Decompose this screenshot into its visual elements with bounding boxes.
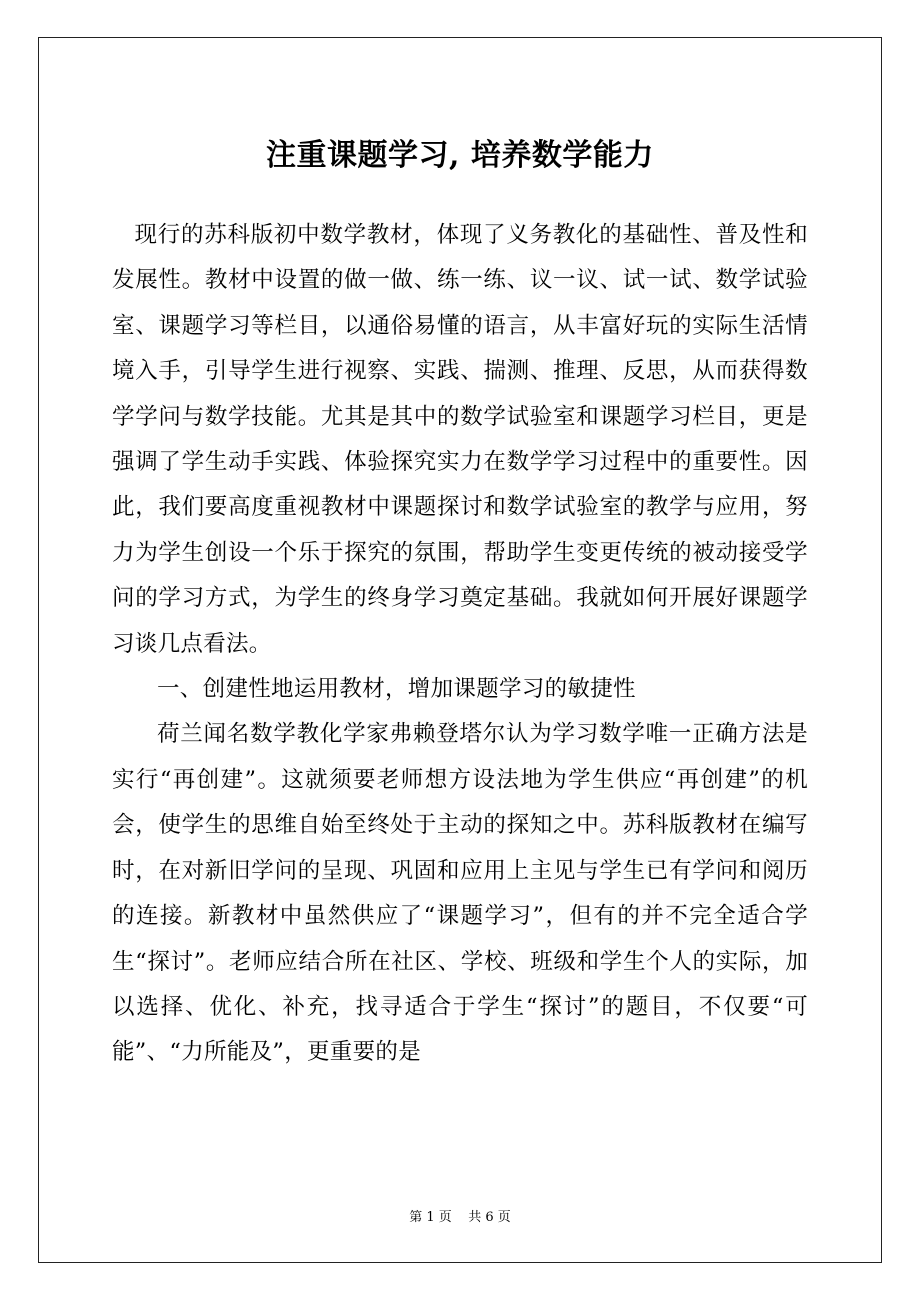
paragraph-intro: 现行的苏科版初中数学教材，体现了义务教化的基础性、普及性和发展性。教材中设置的做一做、练一练、议一议、试一试、数学试验室、课题学习等栏目，以通俗易懂的语言，从丰富好玩的实际生活情境入手，引导学生进行视察、实践、揣测、推理、反思，从而获得数学学问与数学技能。尤其是其中的数学试验室和课题学习栏目，更是强调了学生动手实践、体验探究实力在数学学习过程中的重要性。因此，我们要高度重视教材中课题探讨和数学试验室的教学与应用，努力为学生创设一个乐于探究的氛围，帮助学生变更传统的被动接受学问的学习方式，为学生的终身学习奠定基础。我就如何开展好课题学习谈几点看法。 — [112, 222, 808, 657]
section-heading-1: 一、创建性地运用教材，增加课题学习的敏捷性 — [157, 676, 636, 703]
document-body — [112, 213, 808, 1076]
page-footer: 第 1 页 共 6 页 — [409, 1210, 511, 1225]
paragraph-section-1: 荷兰闻名数学教化学家弗赖登塔尔认为学习数学唯一正确方法是实行“再创建”。这就须要老师想方设法地为学生供应“再创建”的机会，使学生的思维自始至终处于主动的探知之中。苏科版教材在编写时，在对新旧学问的呈现、巩固和应用上主见与学生已有学问和阅历的连接。新教材中虽然供应了“课题学习”，但有的并不完全适合学生“探讨”。老师应结合所在社区、学校、班级和学生个人的实际，加以选择、优化、补充，找寻适合于学生“探讨”的题目，不仅要“可能”、“力所能及”，更重要的是 — [112, 721, 808, 1066]
document-title: 注重课题学习, 培养数学能力 — [266, 138, 654, 174]
